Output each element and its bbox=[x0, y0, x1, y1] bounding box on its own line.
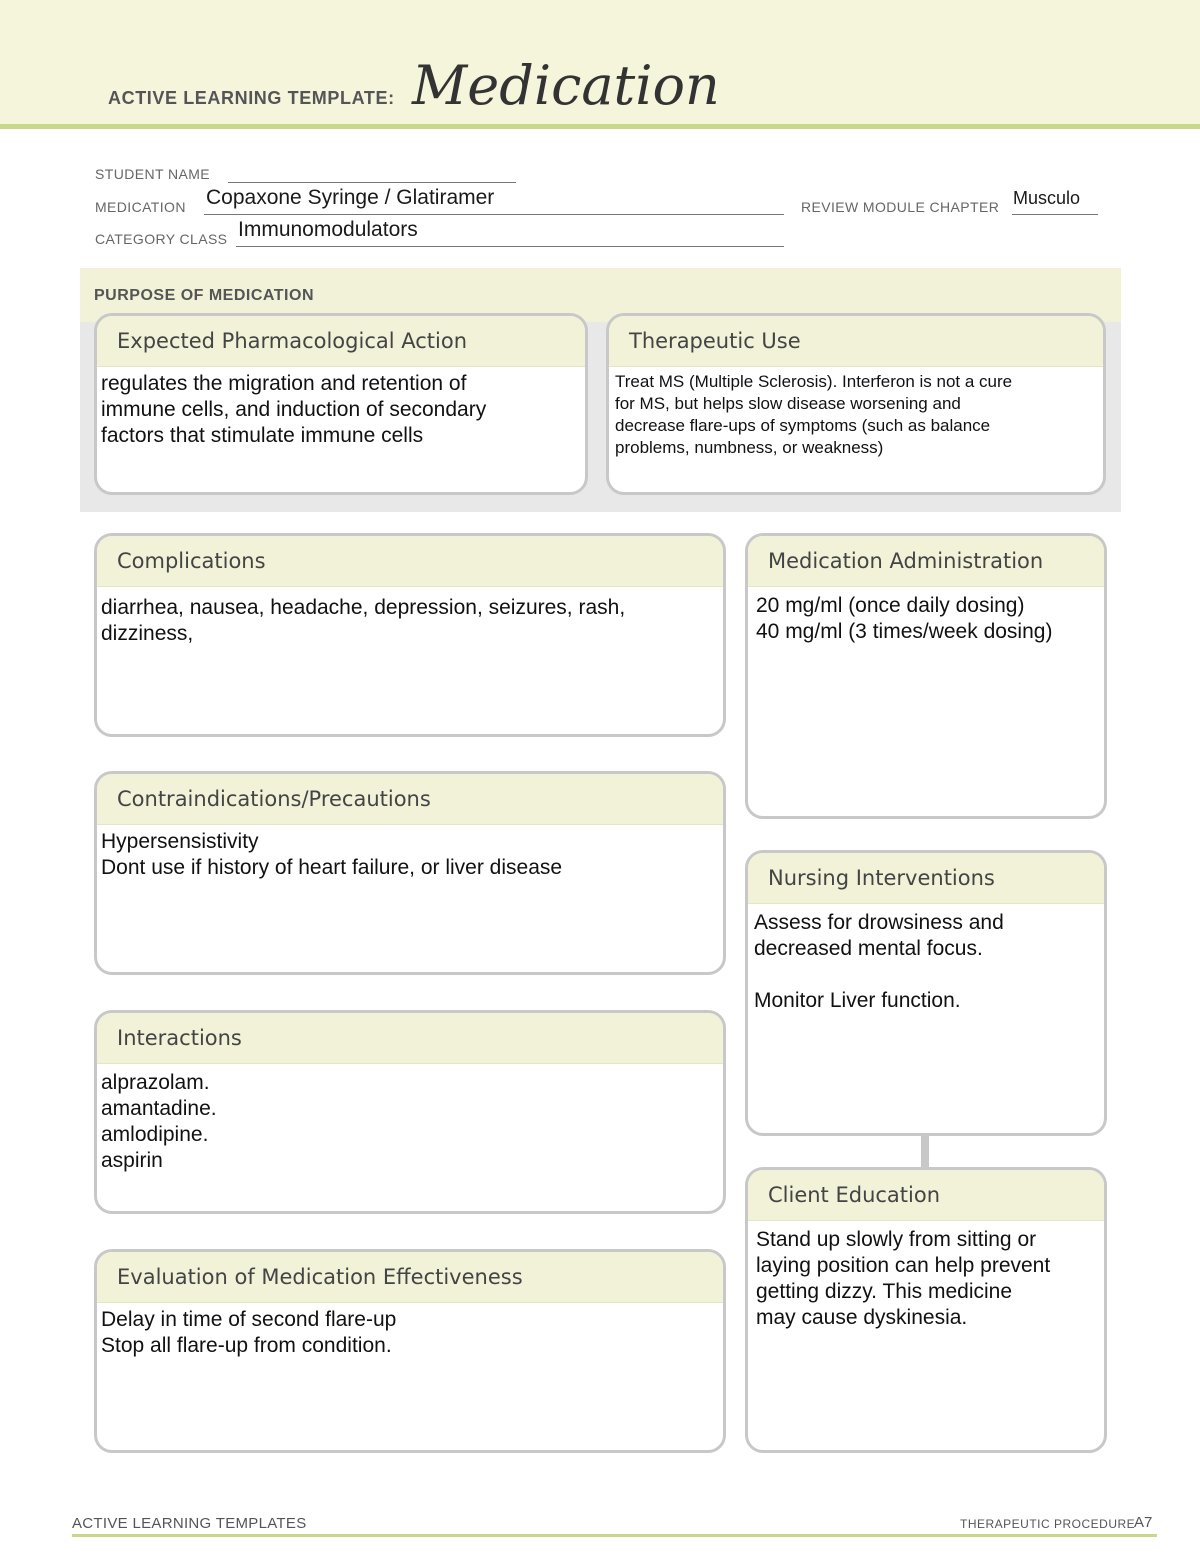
evaluation-card bbox=[94, 1249, 726, 1453]
client-education-heading: Client Education bbox=[748, 1170, 1104, 1221]
nursing-interventions-heading: Nursing Interventions bbox=[748, 853, 1104, 904]
complications-heading: Complications bbox=[97, 536, 723, 587]
interactions-text[interactable] bbox=[97, 1064, 723, 1174]
text-line: may cause dyskinesia. bbox=[756, 1306, 968, 1329]
nursing-interventions-card bbox=[745, 850, 1107, 1136]
review-module-line bbox=[1012, 214, 1098, 215]
medication-line bbox=[204, 214, 784, 215]
student-name-label: STUDENT NAME bbox=[95, 166, 210, 182]
text-line: amantadine. bbox=[101, 1097, 217, 1120]
interactions-card bbox=[94, 1010, 726, 1214]
medication-field[interactable]: Copaxone Syringe / Glatiramer bbox=[206, 186, 495, 209]
footer-right: THERAPEUTIC PROCEDURE bbox=[960, 1517, 1136, 1531]
text-line: aspirin bbox=[101, 1149, 163, 1172]
footer-divider bbox=[72, 1534, 1157, 1537]
page-number: A7 bbox=[1134, 1514, 1153, 1531]
text-line: amlodipine. bbox=[101, 1123, 209, 1146]
medication-administration-card bbox=[745, 533, 1107, 819]
expected-action-text[interactable] bbox=[97, 367, 585, 449]
client-education-text[interactable] bbox=[748, 1221, 1104, 1331]
text-line: dizziness, bbox=[101, 622, 194, 645]
template-title: Medication bbox=[412, 54, 720, 117]
text-line: Monitor Liver function. bbox=[754, 989, 961, 1012]
text-line: decreased mental focus. bbox=[754, 937, 983, 960]
text-line: 40 mg/ml (3 times/week dosing) bbox=[756, 620, 1053, 643]
therapeutic-use-text[interactable] bbox=[609, 367, 1103, 459]
review-module-label: REVIEW MODULE CHAPTER bbox=[801, 199, 1000, 215]
category-class-line bbox=[236, 246, 784, 247]
card-connector bbox=[921, 1133, 929, 1167]
text-line: Stop all flare-up from condition. bbox=[101, 1334, 392, 1357]
contraindications-card bbox=[94, 771, 726, 975]
contraindications-text[interactable] bbox=[97, 825, 723, 881]
text-line: Hypersensistivity bbox=[101, 830, 259, 853]
text-line: Stand up slowly from sitting or bbox=[756, 1228, 1037, 1251]
text-line: Treat MS (Multiple Sclerosis). Interferon is not a cure bbox=[615, 372, 1013, 391]
text-line: Delay in time of second flare-up bbox=[101, 1308, 397, 1331]
client-education-card bbox=[745, 1167, 1107, 1453]
category-class-label: CATEGORY CLASS bbox=[95, 231, 228, 247]
expected-action-heading: Expected Pharmacological Action bbox=[97, 316, 585, 367]
text-line: 20 mg/ml (once daily dosing) bbox=[756, 594, 1025, 617]
category-class-field[interactable]: Immunomodulators bbox=[238, 218, 418, 241]
expected-action-card bbox=[94, 313, 588, 495]
contraindications-heading: Contraindications/Precautions bbox=[97, 774, 723, 825]
nursing-interventions-text[interactable] bbox=[748, 904, 1104, 1014]
text-line: regulates the migration and retention of bbox=[101, 372, 467, 395]
text-line: for MS, but helps slow disease worsening and bbox=[615, 394, 961, 413]
medication-label: MEDICATION bbox=[95, 199, 186, 215]
text-line: immune cells, and induction of secondary bbox=[101, 398, 487, 421]
text-line: diarrhea, nausea, headache, depression, seizures, rash, bbox=[101, 596, 626, 619]
therapeutic-use-heading: Therapeutic Use bbox=[609, 316, 1103, 367]
text-line: factors that stimulate immune cells bbox=[101, 424, 424, 447]
text-line bbox=[754, 962, 1100, 988]
complications-text[interactable] bbox=[97, 587, 723, 647]
text-line: problems, numbness, or weakness) bbox=[615, 438, 884, 457]
evaluation-heading: Evaluation of Medication Effectiveness bbox=[97, 1252, 723, 1303]
footer-left: ACTIVE LEARNING TEMPLATES bbox=[72, 1515, 307, 1532]
text-line: Dont use if history of heart failure, or liver disease bbox=[101, 856, 563, 879]
text-line: alprazolam. bbox=[101, 1071, 210, 1094]
text-line: decrease flare-ups of symptoms (such as balance bbox=[615, 416, 991, 435]
complications-card bbox=[94, 533, 726, 737]
evaluation-text[interactable] bbox=[97, 1303, 723, 1359]
purpose-title: PURPOSE OF MEDICATION bbox=[94, 287, 314, 304]
text-line: laying position can help prevent bbox=[756, 1254, 1051, 1277]
therapeutic-use-card bbox=[606, 313, 1106, 495]
student-name-line bbox=[228, 182, 516, 183]
medication-administration-heading: Medication Administration bbox=[748, 536, 1104, 587]
template-label: ACTIVE LEARNING TEMPLATE: bbox=[108, 88, 395, 108]
medication-administration-text[interactable] bbox=[748, 587, 1104, 645]
text-line: Assess for drowsiness and bbox=[754, 911, 1004, 934]
review-module-field[interactable]: Musculo bbox=[1013, 188, 1081, 208]
text-line: getting dizzy. This medicine bbox=[756, 1280, 1013, 1303]
interactions-heading: Interactions bbox=[97, 1013, 723, 1064]
